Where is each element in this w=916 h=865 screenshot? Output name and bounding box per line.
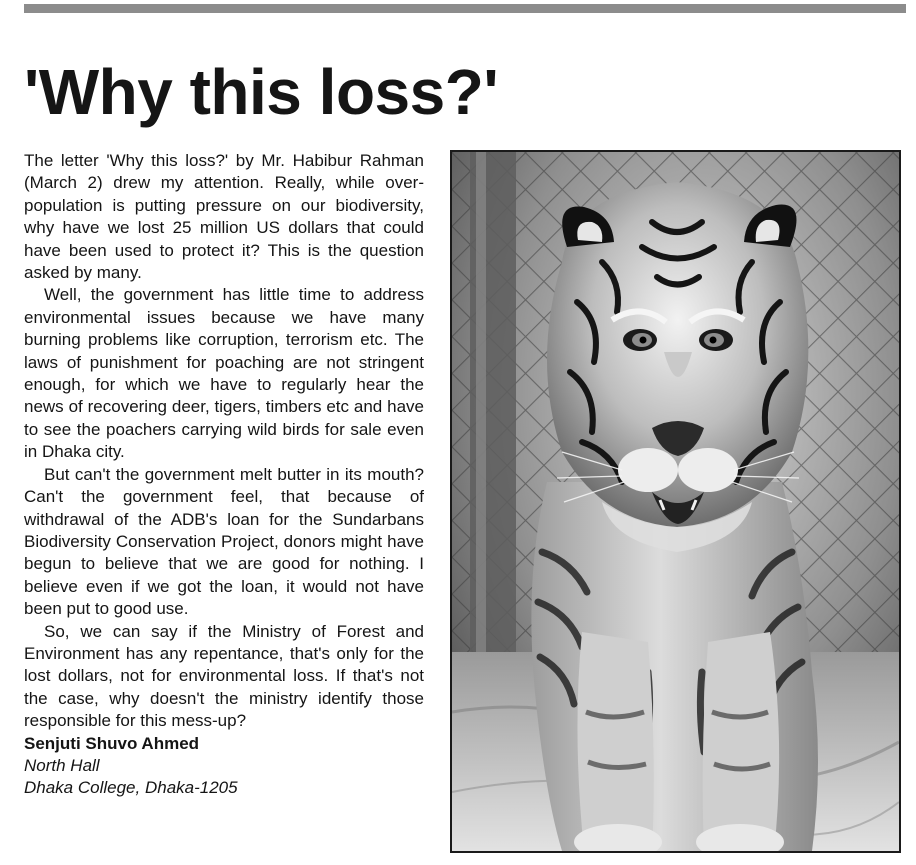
- tiger-illustration: [452, 152, 899, 851]
- author-affiliation-hall: North Hall: [24, 755, 100, 775]
- headline: 'Why this loss?': [24, 56, 499, 128]
- author-affiliation-college: Dhaka College, Dhaka-1205: [24, 778, 238, 798]
- tiger-photo: [450, 150, 901, 853]
- author-name: Senjuti Shuvo Ahmed: [24, 733, 200, 753]
- paragraph-4: So, we can say if the Ministry of Forest and Environment has any repentance, that's only for the lost dollars, not for environmental loss. If that's not the case, why doesn't the ministry identify those responsible for this mess-up?: [24, 621, 424, 731]
- paragraph-2: Well, the government has little time to address environmental issues because we have many burning problems like corruption, terrorism etc. The laws of punishment for poaching are not stringent enough, for which we have to regularly hear the news of recovering deer, tigers, timbers etc and have to see the poachers carrying wild birds for sale even in Dhaka city.: [24, 285, 424, 462]
- top-rule: [24, 4, 906, 13]
- letter-body: [24, 150, 424, 800]
- paragraph-1: The letter 'Why this loss?' by Mr. Habibur Rahman (March 2) drew my attention. Really, while over-population is putting pressure on our biodiversity, why have we lost 25 million US dollars that could have been used to protect it? This is the question asked by many.: [24, 151, 424, 283]
- paragraph-3: But can't the government melt butter in its mouth? Can't the government feel, that because of withdrawal of the ADB's loan for the Sundarbans Biodiversity Conservation Project, donors might have begun to believe that we are good for nothing. I believe even if we got the loan, it would not have been put to good use.: [24, 464, 424, 619]
